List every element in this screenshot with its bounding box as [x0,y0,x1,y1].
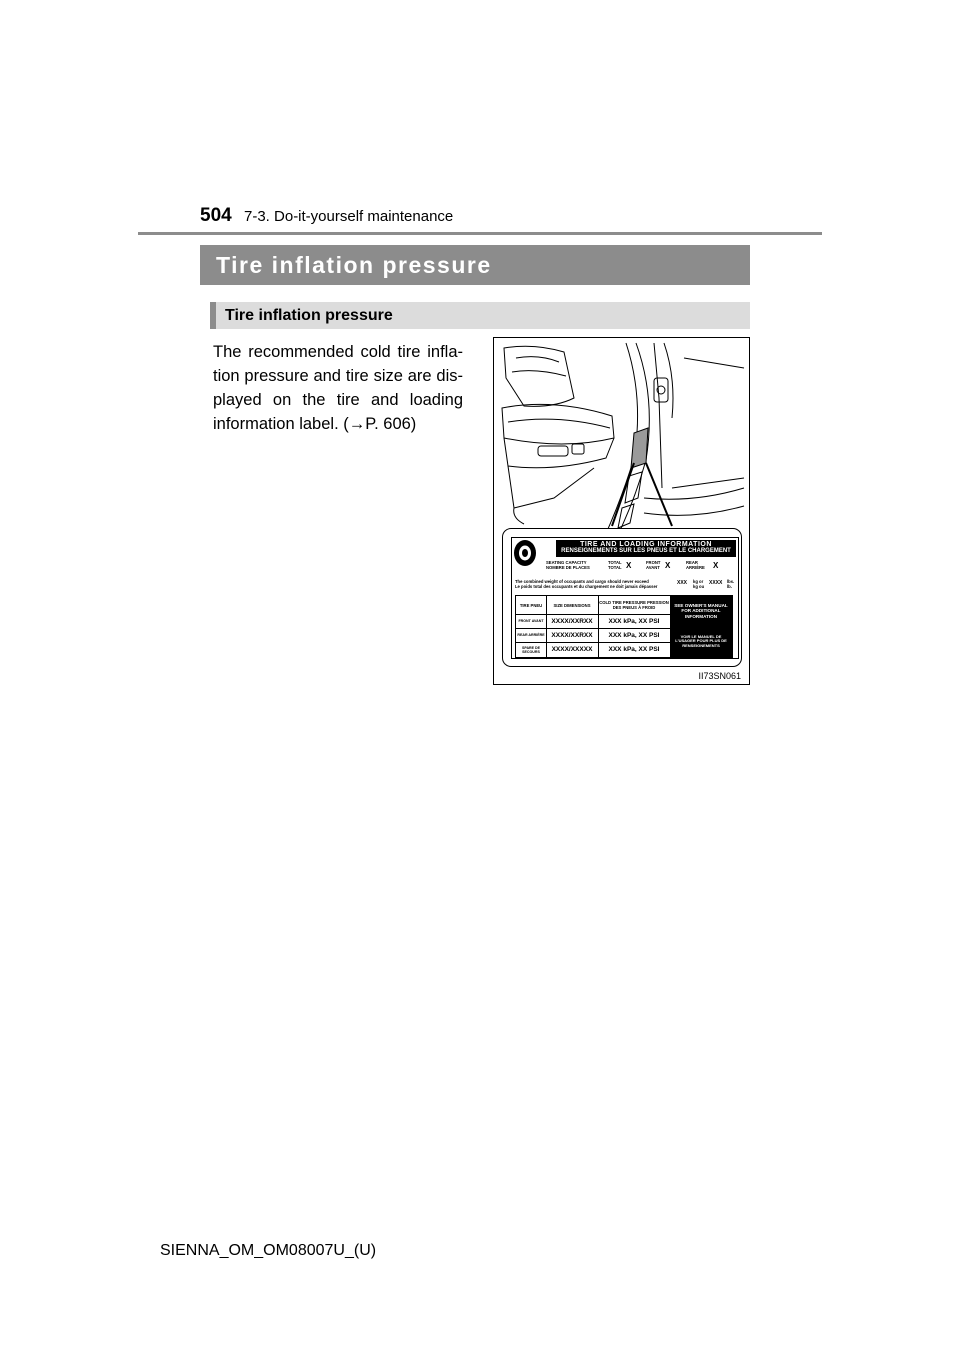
owners-manual-note-fr: VOIR LE MANUEL DE L'USAGER POUR PLUS DE RENSEIGNEMENTS [670,626,732,657]
header-divider [138,232,822,235]
row-label-spare: SPARE DE SECOURS [521,645,541,654]
label-callout-frame [502,528,742,667]
weight-text-fr: Le poids total des occupants et du chargement ne doit jamais dépasser [515,584,658,589]
column-header-tire: TIRE PNEU [519,602,543,608]
tire-icon [512,538,538,568]
seating-label [546,560,600,570]
size-front: XXXX/XXRXX [551,617,593,625]
tire-pressure-table [515,595,733,658]
size-spare: XXXX/XXXXX [551,646,593,653]
pressure-rear: XXX kPa, XX PSI [608,631,660,639]
owners-manual-note-en: SEE OWNER'S MANUAL FOR ADDITIONAL INFORMATION [670,596,732,626]
column-header-size: SIZE DIMENSIONS [553,602,591,608]
row-label-front: FRONT AVANT [518,619,544,623]
pressure-spare: XXX kPa, XX PSI [608,646,660,653]
table-divider [516,628,670,629]
lbs-value: XXXX [709,580,723,586]
tire-loading-label [511,537,739,659]
figure-code: II73SN061 [698,671,741,681]
body-paragraph: The recommended cold tire infla-tion pressure and tire size are dis-played on the tire and loading information label. (→P. 606) [213,343,463,433]
subsection-title-text: Tire inflation pressure [225,306,393,324]
table-divider [516,614,670,615]
lbs-unit: lbs. lb. [727,579,735,589]
size-rear: XXXX/XXRXX [551,631,593,639]
seating-label-en: SEATING CAPACITY [546,560,587,565]
weight-text-en: The combined weight of occupants and cargo should never exceed [515,579,649,584]
front-label [646,560,660,570]
rear-value: X [713,561,719,570]
weight-limit-row [515,579,739,591]
weight-text [515,579,675,589]
kg-unit: kg or kg ou [693,579,705,589]
section-title [200,245,750,285]
seating-label-fr: NOMBRE DE PLACES [546,565,590,570]
table-divider [598,596,599,657]
rear-label [686,560,705,570]
label-title-en: TIRE AND LOADING INFORMATION [580,541,712,548]
seating-capacity-row [546,560,736,576]
label-header [556,540,736,557]
section-title-text: Tire inflation pressure [216,251,492,278]
front-value: X [665,561,671,570]
label-title-fr: RENSEIGNEMENTS SUR LES PNEUS ET LE CHARGEMENT [561,548,731,554]
rear-label-en: REAR [686,560,698,565]
rear-label-fr: ARRIÈRE [686,565,705,570]
total-label [608,560,622,570]
tire-label-illustration [493,337,750,685]
front-label-en: FRONT [646,560,661,565]
table-divider [516,642,670,643]
kg-value: XXX [677,580,688,586]
table-divider [546,596,547,657]
table-divider [670,596,671,657]
total-label-en: TOTAL [608,560,622,565]
document-footer: SIENNA_OM_OM08007U_(U) [160,1242,377,1259]
front-label-fr: AVANT [646,565,660,570]
total-label-fr: TOTAL [608,565,622,570]
row-label-rear: REAR ARRIÈRE [517,633,545,637]
total-value: X [626,561,632,570]
column-header-pressure: COLD TIRE PRESSURE PRESSION DES PNEUS À FROID [599,600,669,610]
chapter-title: 7-3. Do-it-yourself maintenance [244,208,454,225]
page-number: 504 [200,205,232,226]
subsection-title [210,302,750,329]
pressure-front: XXX kPa, XX PSI [608,617,660,625]
